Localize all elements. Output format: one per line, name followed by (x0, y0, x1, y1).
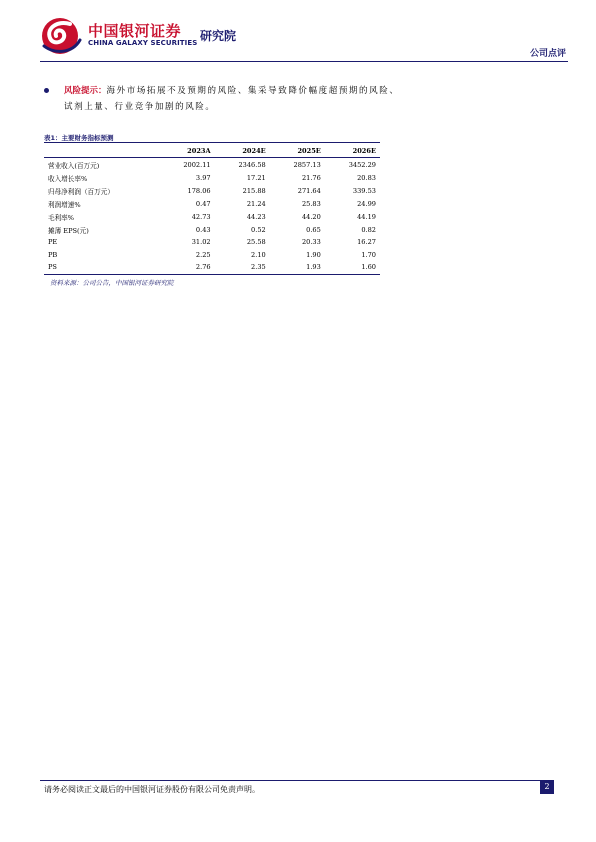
table-row (44, 184, 380, 197)
table-cell: 21.76 (301, 173, 321, 182)
column-header: 2026E (325, 143, 380, 158)
row-label: 收入增长率% (48, 174, 88, 183)
table-cell: 1.60 (325, 261, 380, 274)
row-label: PE (48, 238, 58, 247)
page-number: 2 (540, 780, 554, 794)
company-name-en: CHINA GALAXY SECURITIES (88, 39, 198, 47)
table-cell: 271.64 (297, 186, 321, 195)
company-name-cn: 中国银河证券 (88, 22, 182, 40)
department-name: 研究院 (200, 29, 237, 43)
table-row (44, 158, 380, 172)
table-cell: 17.21 (246, 173, 266, 182)
table-cell: 1.70 (361, 250, 376, 259)
column-header (44, 143, 160, 158)
table-cell: 42.73 (191, 212, 211, 221)
table-cell: 16.27 (357, 238, 376, 247)
table-row (44, 236, 380, 249)
table-cell: 1.90 (306, 250, 321, 259)
table-row (44, 223, 380, 236)
table-cell: 44.20 (301, 212, 321, 221)
table-row (44, 249, 380, 262)
table-cell: 25.58 (246, 238, 266, 247)
row-label: 营业收入(百万元) (48, 161, 100, 170)
table-cell: 2.25 (195, 250, 211, 259)
header-divider (40, 61, 568, 62)
table-cell: 2857.13 (293, 160, 321, 169)
galaxy-logo-icon (40, 16, 82, 56)
column-header: 2025E (270, 143, 325, 158)
table-cell: 2346.58 (238, 160, 266, 169)
table-cell: 3452.29 (348, 160, 376, 169)
table-cell: 21.24 (246, 199, 266, 208)
table-cell: 2002.11 (183, 160, 211, 169)
row-label: PB (48, 250, 58, 259)
table-row (44, 171, 380, 184)
table-cell: 20.83 (357, 173, 376, 182)
table-cell: 2.76 (160, 261, 215, 274)
financial-forecast-table (44, 142, 380, 287)
table-cell: 0.82 (361, 225, 376, 234)
table-header-row (44, 143, 380, 158)
column-header: 2024E (215, 143, 270, 158)
table-title: 表1：主要财务指标预测 (44, 134, 114, 142)
footer-disclaimer: 请务必阅读正文最后的中国银河证券股份有限公司免责声明。 (44, 785, 260, 794)
table-cell: 1.93 (270, 261, 325, 274)
risk-label: 风险提示： (64, 86, 107, 96)
table-cell: 215.88 (242, 186, 266, 195)
table-cell: 24.99 (357, 199, 376, 208)
table-cell: 0.43 (195, 225, 211, 234)
table-row (44, 197, 380, 210)
table-cell: 0.47 (195, 199, 211, 208)
table-cell: 3.97 (195, 173, 211, 182)
risk-text: 海外市场拓展不及预期的风险、集采导致降价幅度超预期的风险、试剂上量、行业竞争加剧的风险。 (64, 86, 400, 112)
table-cell: 0.65 (306, 225, 321, 234)
row-label: 摊薄 EPS(元) (48, 226, 89, 235)
row-label: 毛利率% (48, 213, 75, 222)
table-cell: 20.33 (301, 238, 321, 247)
table-cell: 44.19 (357, 212, 376, 221)
row-label: 归母净利润（百万元） (48, 187, 114, 196)
table-cell: 2.35 (215, 261, 270, 274)
table-cell: 2.10 (251, 250, 266, 259)
table-cell: 339.53 (352, 186, 376, 195)
table-row (44, 261, 380, 274)
table-source-note: 资料来源：公司公告，中国银河证券研究院 (50, 278, 174, 287)
row-label: PS (44, 261, 160, 274)
page-header (0, 0, 596, 64)
table-cell: 44.23 (246, 212, 266, 221)
table-cell: 31.02 (191, 238, 211, 247)
table-cell: 178.06 (187, 186, 211, 195)
table-cell: 25.83 (301, 199, 321, 208)
bullet-icon (44, 88, 49, 93)
report-type: 公司点评 (529, 49, 566, 59)
table-row (44, 210, 380, 223)
row-label: 利润增速% (48, 200, 81, 209)
risk-notice (44, 83, 404, 115)
column-header: 2023A (160, 143, 215, 158)
table-cell: 0.52 (251, 225, 266, 234)
footer-divider (40, 780, 554, 781)
